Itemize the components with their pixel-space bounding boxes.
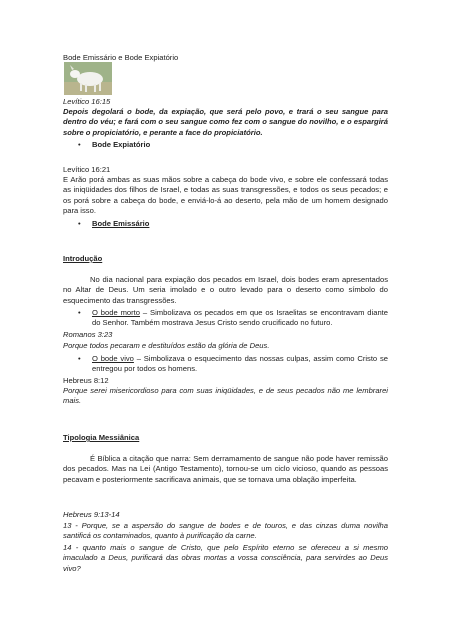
romanos-ref: Romanos 3:23 (63, 330, 113, 339)
bullet-dot: • (78, 308, 81, 317)
lev1615-text: Depois degolará o bode, da expiação, que será pelo povo, e trará o seu sangue para dentro do véu; e fará com o seu sangue como fez com o sangue do novilho, e o espargirá sobre o propiciatório, e perante a face do propiciatório. (63, 107, 388, 137)
bullet-dot: • (78, 354, 81, 363)
intro-heading: Introdução (63, 254, 103, 263)
hebreus-914-v14: 14 - quanto mais o sangue de Cristo, que pelo Espírito eterno se ofereceu a si mesmo imaculado a Deus, purificará das obras mortas a vossa consciência, para servirdes ao Deus vivo? (63, 543, 388, 573)
document-title: Bode Emissário e Bode Expiatório (63, 53, 179, 62)
hebreus-913-v13: 13 - Porque, se a aspersão do sangue de bodes e de touros, e das cinzas duma novilha santificá os contaminados, quanto à purificação da carne. (63, 521, 388, 541)
lev1615-bullet: Bode Expiatório (92, 140, 151, 149)
goat-illustration (64, 62, 112, 95)
goat-image (64, 62, 112, 95)
intro-item-1 (92, 308, 388, 329)
tipologia-paragraph: É Bíblica a citação que narra: Sem derramamento de sangue não pode haver remissão dos pecados. Mas na Lei (Antigo Testamento), tornou-se um ciclo vicioso, quando as pessoas pecavam e posteriormente sacrificava animais, que se tornava uma oblação imperfeita. (63, 454, 388, 484)
item1-text: – Simbolizava os pecados em que os Israelitas se encontravam diante do Senhor. Também mostrava Jesus Cristo sendo crucificado no futuro. (92, 308, 388, 328)
item1-term: O bode morto (92, 308, 141, 317)
lev1615-ref: Levítico 16:15 (63, 97, 111, 106)
hebreus-812-ref: Hebreus 8:12 (63, 376, 109, 385)
hebreus-812-text: Porque serei misericordioso para com suas iniqüidades, e de seus pecados não me lembrarei mais. (63, 386, 388, 406)
intro-paragraph: No dia nacional para expiação dos pecados em Israel, dois bodes eram apresentados no Altar de Deus. Um seria imolado e o outro levado para o deserto como símbolo do esquecimento das transgressões. (63, 275, 388, 305)
lev1621-text: E Arão porá ambas as suas mãos sobre a cabeça do bode vivo, e sobre ele confessará todas as iniqüidades dos filhos de Israel, e todas as suas transgressões, e todos os seus pecados; e os porá sobre a cabeça do bode, e enviá-lo-á ao deserto, pela mão de um homem designado para isso. (63, 175, 388, 216)
lev1621-bullet: Bode Emissário (92, 219, 150, 228)
lev1621-ref: Levítico 16:21 (63, 165, 111, 174)
bullet-dot: • (78, 219, 81, 228)
bullet-dot: • (78, 140, 81, 149)
hebreus-913-ref: Hebreus 9:13-14 (63, 510, 120, 519)
item2-term: O bode vivo (92, 354, 134, 363)
intro-item-2 (92, 354, 388, 375)
tipologia-heading: Tipologia Messiânica (63, 433, 140, 442)
romanos-text: Porque todos pecaram e destituídos estão da glória de Deus. (63, 341, 270, 350)
item2-text: – Simbolizava o esquecimento das nossas culpas, assim como Cristo se entregou por todos os homens. (92, 354, 388, 374)
